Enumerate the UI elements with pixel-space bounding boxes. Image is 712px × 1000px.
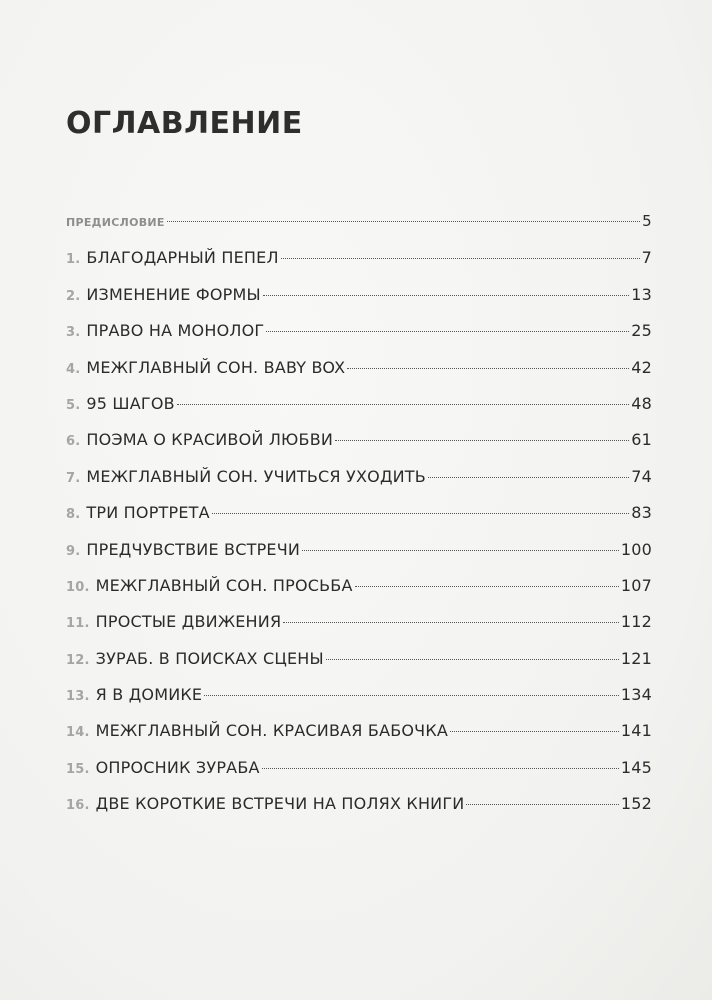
toc-entry-page: 7 bbox=[641, 248, 652, 268]
toc-entry-number: 2. bbox=[66, 288, 81, 304]
toc-entry-page: 121 bbox=[620, 648, 652, 668]
toc-entry[interactable] bbox=[66, 576, 652, 612]
toc-entry-number: 11. bbox=[66, 616, 90, 632]
toc-entry-page: 83 bbox=[631, 503, 652, 523]
toc-entry-number: 7. bbox=[66, 470, 81, 486]
toc-entry-page: 112 bbox=[620, 612, 652, 632]
dot-leader bbox=[281, 258, 640, 259]
toc-entry-label: ПРАВО НА МОНОЛОГ bbox=[86, 321, 265, 341]
toc-entry-number: 3. bbox=[66, 325, 81, 341]
toc-entry-page: 25 bbox=[631, 321, 652, 341]
toc-entry-page: 145 bbox=[620, 757, 652, 777]
toc-entry-number: 4. bbox=[66, 361, 81, 377]
toc-entry-number: 6. bbox=[66, 434, 81, 450]
toc-entry-label: ПОЭМА О КРАСИВОЙ ЛЮБВИ bbox=[86, 430, 334, 450]
toc-entry-number: 10. bbox=[66, 579, 90, 595]
toc-entry[interactable] bbox=[66, 467, 652, 503]
toc-entry-page: 42 bbox=[631, 357, 652, 377]
toc-entry-number: 8. bbox=[66, 507, 81, 523]
toc-entry-number: 15. bbox=[66, 761, 90, 777]
toc-entry-number: 5. bbox=[66, 397, 81, 413]
toc-entry-page: 74 bbox=[631, 466, 652, 486]
toc-entry-label: ПРЕДИСЛОВИЕ bbox=[66, 216, 165, 229]
toc-entry-label: ИЗМЕНЕНИЕ ФОРМЫ bbox=[86, 284, 261, 304]
toc-entry-page: 152 bbox=[620, 794, 652, 814]
dot-leader bbox=[347, 368, 629, 369]
toc-entry-page: 48 bbox=[631, 393, 652, 413]
dot-leader bbox=[167, 221, 640, 222]
dot-leader bbox=[283, 622, 619, 623]
dot-leader bbox=[263, 295, 629, 296]
toc-entry[interactable] bbox=[66, 649, 652, 685]
toc-entry[interactable] bbox=[66, 430, 652, 466]
dot-leader bbox=[428, 477, 629, 478]
toc-entry[interactable] bbox=[66, 794, 652, 830]
dot-leader bbox=[302, 550, 619, 551]
page-title: ОГЛАВЛЕНИЕ bbox=[66, 106, 303, 141]
dot-leader bbox=[212, 513, 629, 514]
toc-entry-label: МЕЖГЛАВНЫЙ СОН. BABY BOX bbox=[86, 357, 346, 377]
dot-leader bbox=[266, 331, 629, 332]
table-of-contents bbox=[66, 212, 652, 831]
toc-entry-page: 100 bbox=[620, 539, 652, 559]
toc-entry[interactable] bbox=[66, 685, 652, 721]
dot-leader bbox=[335, 440, 629, 441]
toc-entry[interactable] bbox=[66, 721, 652, 757]
toc-entry[interactable] bbox=[66, 503, 652, 539]
toc-entry-number: 9. bbox=[66, 543, 81, 559]
dot-leader bbox=[177, 404, 629, 405]
toc-entry[interactable] bbox=[66, 540, 652, 576]
dot-leader bbox=[262, 768, 619, 769]
toc-entry-page: 141 bbox=[620, 721, 652, 741]
toc-entry-label: МЕЖГЛАВНЫЙ СОН. УЧИТЬСЯ УХОДИТЬ bbox=[86, 466, 426, 486]
toc-entry[interactable] bbox=[66, 321, 652, 357]
toc-entry[interactable] bbox=[66, 758, 652, 794]
toc-entry[interactable] bbox=[66, 394, 652, 430]
dot-leader bbox=[466, 804, 618, 805]
toc-entry-label: БЛАГОДАРНЫЙ ПЕПЕЛ bbox=[86, 248, 279, 268]
toc-entry-number: 14. bbox=[66, 725, 90, 741]
toc-entry-number: 1. bbox=[66, 252, 81, 268]
toc-entry[interactable] bbox=[66, 285, 652, 321]
toc-entry-page: 134 bbox=[620, 685, 652, 705]
toc-entry-page: 5 bbox=[642, 212, 652, 230]
toc-entry-label: ДВЕ КОРОТКИЕ ВСТРЕЧИ НА ПОЛЯХ КНИГИ bbox=[95, 794, 465, 814]
toc-entry[interactable] bbox=[66, 612, 652, 648]
toc-entry-preface[interactable] bbox=[66, 212, 652, 248]
toc-entry-number: 12. bbox=[66, 652, 90, 668]
toc-entry[interactable] bbox=[66, 358, 652, 394]
toc-entry-label: ПРОСТЫЕ ДВИЖЕНИЯ bbox=[95, 612, 282, 632]
toc-entry-label: МЕЖГЛАВНЫЙ СОН. КРАСИВАЯ БАБОЧКА bbox=[95, 721, 449, 741]
toc-entry-label: ОПРОСНИК ЗУРАБА bbox=[95, 757, 260, 777]
toc-entry-page: 13 bbox=[631, 284, 652, 304]
dot-leader bbox=[204, 695, 619, 696]
toc-entry-label: ТРИ ПОРТРЕТА bbox=[86, 503, 210, 523]
dot-leader bbox=[326, 659, 619, 660]
toc-entry-number: 16. bbox=[66, 798, 90, 814]
toc-entry-label: 95 ШАГОВ bbox=[86, 393, 175, 413]
toc-entry-label: МЕЖГЛАВНЫЙ СОН. ПРОСЬБА bbox=[95, 575, 353, 595]
dot-leader bbox=[450, 731, 619, 732]
toc-entry-page: 61 bbox=[631, 430, 652, 450]
toc-entry-label: ПРЕДЧУВСТВИЕ ВСТРЕЧИ bbox=[86, 539, 301, 559]
toc-entry[interactable] bbox=[66, 248, 652, 284]
dot-leader bbox=[355, 586, 619, 587]
toc-entry-label: Я В ДОМИКЕ bbox=[95, 685, 203, 705]
toc-entry-label: ЗУРАБ. В ПОИСКАХ СЦЕНЫ bbox=[95, 648, 324, 668]
toc-entry-number: 13. bbox=[66, 689, 90, 705]
toc-entry-page: 107 bbox=[620, 575, 652, 595]
